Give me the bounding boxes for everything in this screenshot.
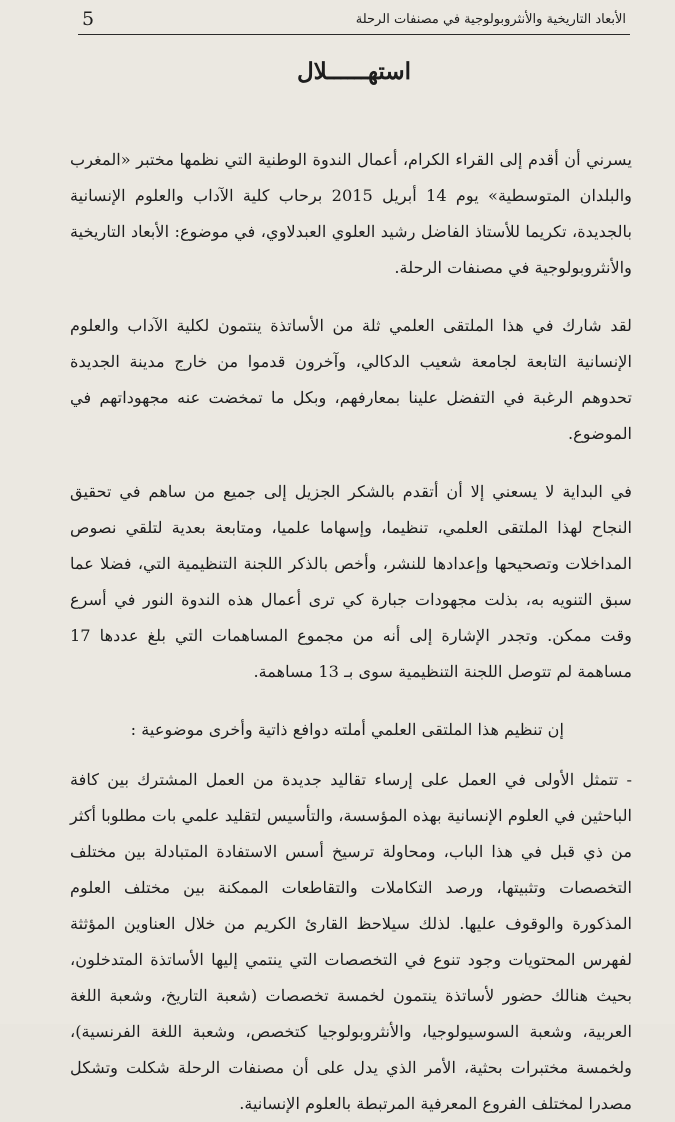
paragraph-participants: لقد شارك في هذا الملتقى العلمي ثلة من الأساتذة ينتمون لكلية الآداب والعلوم الإنسانية التابعة لجامعة شعيب الدكالي، وآخرون قدموا من خارج مدينة الجديدة تحدوهم الرغبة في التفضل علينا بمعارفهم، وبكل ما تمخضت عنه مجهوداتهم في الموضوع. [70, 316, 632, 443]
paragraph-first-motive: - تتمثل الأولى في العمل على إرساء تقاليد جديدة من العمل المشترك بين كافة الباحثين في العلوم الإنسانية بهذه المؤسسة، والتأسيس لتقليد علمي بات مطلوبا أكثر من ذي قبل في هذا الباب، ومحاولة ترسيخ أسس الاستفادة المتبادلة بين مختلف التخصصات وتثبيتها، ورصد التكاملات والتقاطعات الممكنة بين مختلف العلوم المذكورة والوقوف عليها. لذلك سيلاحظ القارئ الكريم من خلال العناوين المؤثثة لفهرس المحتويات وجود تنوع في التخصصات التي ينتمي إليها الأساتذة المتدخلون، بحيث هنالك حضور لأساتذة ينتمون لخمسة تخصصات (شعبة التاريخ، وشعبة اللغة العربية، وشعبة السوسيولوجيا، والأنثروبولوجيا كتخصص، وشعبة اللغة الفرنسية)، ولخمسة مختبرات بحثية، الأمر الذي يدل على أن مصنفات الرحلة شكلت وتشكل مصدرا لمختلف الفروع المعرفية المرتبطة بالعلوم الإنسانية. [70, 770, 632, 1113]
paragraph-thanks: في البداية لا يسعني إلا أن أتقدم بالشكر الجزيل إلى جميع من ساهم في تحقيق النجاح لهذا الملتقى العلمي، تنظيما، وإسهاما علميا، ومتابعة بعدية لتلقي نصوص المداخلات وتصحيحها وإعدادها للنشر، وأخص بالذكر اللجنة التنظيمية التي، فضلا عما سبق التنويه به، بذلت مجهودات جبارة كي ترى أعمال هذه الندوة النور في أسرع وقت ممكن. وتجدر الإشارة إلى أنه من مجموع المساهمات التي بلغ عددها 17 مساهمة لم تتوصل اللجنة التنظيمية سوى بـ 13 مساهمة. [70, 482, 632, 681]
section-title: استهــــــلال [296, 58, 412, 85]
running-head: الأبعاد التاريخية والأنثروبولوجية في مصنفات الرحلة [355, 12, 626, 27]
paragraph-motives: إن تنظيم هذا الملتقى العلمي أملته دوافع ذاتية وأخرى موضوعية : [130, 720, 564, 739]
body-text [70, 142, 632, 1122]
paragraph-intro: يسرني أن أقدم إلى القراء الكرام، أعمال الندوة الوطنية التي نظمها مختبر «المغرب والبلدان المتوسطية» يوم 14 أبريل 2015 برحاب كلية الآداب والعلوم الإنسانية بالجديدة، تكريما للأستاذ الفاضل رشيد العلوي العبدلاوي، في موضوع: الأبعاد التاريخية والأنثروبولوجية في مصنفات الرحلة. [70, 150, 633, 277]
page-number: 5 [82, 8, 95, 30]
page-header [78, 8, 630, 35]
